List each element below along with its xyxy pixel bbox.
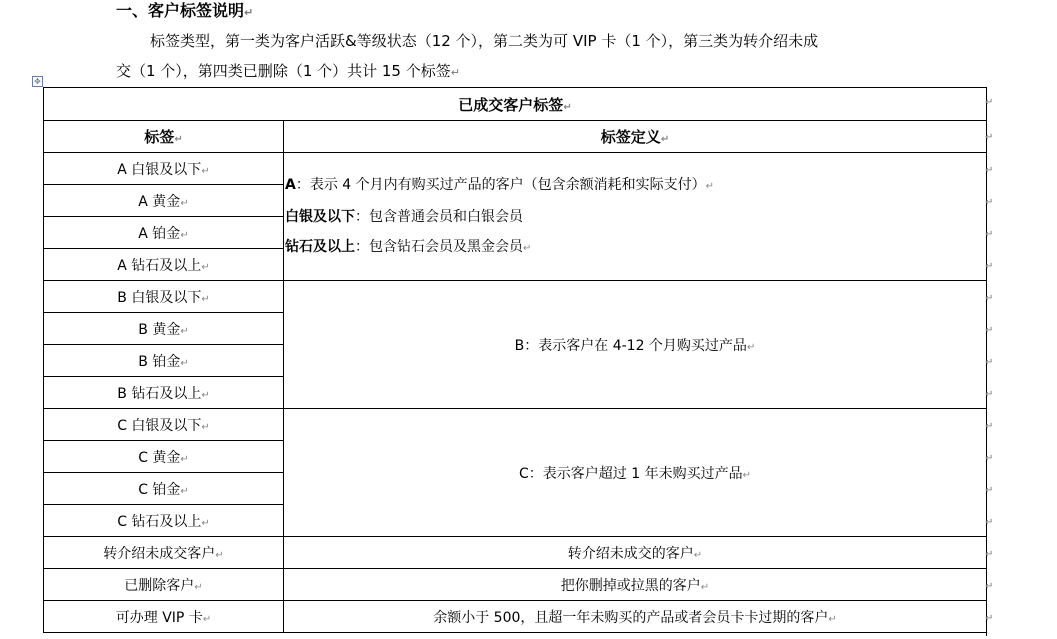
customer-tag-table bbox=[43, 87, 987, 633]
definition-group-a bbox=[284, 153, 987, 281]
tag-deleted-customer: 已删除客户↵ bbox=[44, 569, 284, 601]
row-end-mark: ↵ bbox=[985, 549, 994, 560]
tag-a-gold: A 黄金↵ bbox=[44, 185, 284, 217]
intro-paragraph-line1: 标签类型，第一类为客户活跃&等级状态（12 个），第二类为可 VIP 卡（1 个），第三类为转介绍未成 bbox=[150, 32, 819, 50]
row-end-mark: ↵ bbox=[985, 132, 994, 143]
row-end-mark: ↵ bbox=[985, 229, 994, 240]
tag-c-diamond: C 钻石及以上↵ bbox=[44, 505, 284, 537]
definition-a-line3: 钻石及以上：包含钻石会员及黑金会员↵ bbox=[285, 238, 532, 255]
tag-b-diamond: B 钻石及以上↵ bbox=[44, 377, 284, 409]
definition-vip-card-eligible: 余额小于 500，且超一年未购买的产品或者会员卡卡过期的客户↵ bbox=[284, 601, 987, 633]
row-end-mark: ↵ bbox=[985, 613, 994, 624]
definition-deleted-customer: 把你删掉或拉黑的客户↵ bbox=[284, 569, 987, 601]
column-header-tag: 标签↵ bbox=[44, 121, 284, 153]
table-move-handle-icon[interactable]: ✥ bbox=[32, 76, 43, 87]
row-end-mark: ↵ bbox=[985, 389, 994, 400]
section-heading: 一、客户标签说明↵ bbox=[116, 1, 254, 20]
tag-b-silver: B 白银及以下↵ bbox=[44, 281, 284, 313]
row-end-mark: ↵ bbox=[985, 165, 994, 176]
tag-vip-card-eligible: 可办理 VIP 卡↵ bbox=[44, 601, 284, 633]
tag-c-gold: C 黄金↵ bbox=[44, 441, 284, 473]
definition-group-b: B：表示客户在 4-12 个月购买过产品↵ bbox=[284, 281, 987, 409]
definition-a-line1: A：表示 4 个月内有购买过产品的客户（包含余额消耗和实际支付）↵ bbox=[285, 176, 715, 193]
definition-group-c: C：表示客户超过 1 年未购买过产品↵ bbox=[284, 409, 987, 537]
tag-a-silver: A 白银及以下↵ bbox=[44, 153, 284, 185]
row-end-mark: ↵ bbox=[985, 357, 994, 368]
row-end-mark: ↵ bbox=[985, 261, 994, 272]
row-end-mark: ↵ bbox=[985, 581, 994, 592]
row-end-mark: ↵ bbox=[985, 485, 994, 496]
row-end-mark: ↵ bbox=[985, 293, 994, 304]
tag-c-silver: C 白银及以下↵ bbox=[44, 409, 284, 441]
table-caption: 已成交客户标签↵ bbox=[44, 88, 987, 121]
row-end-mark: ↵ bbox=[985, 421, 994, 432]
tag-a-diamond: A 钻石及以上↵ bbox=[44, 249, 284, 281]
row-end-mark: ↵ bbox=[985, 197, 994, 208]
row-end-mark: ↵ bbox=[985, 325, 994, 336]
intro-paragraph-line2: 交（1 个），第四类已删除（1 个）共计 15 个标签↵ bbox=[116, 62, 460, 80]
tag-referral-unconverted: 转介绍未成交客户↵ bbox=[44, 537, 284, 569]
row-end-mark: ↵ bbox=[985, 517, 994, 528]
tag-b-platinum: B 铂金↵ bbox=[44, 345, 284, 377]
definition-a-line2: 白银及以下：包含普通会员和白银会员 bbox=[285, 208, 523, 225]
row-end-mark: ↵ bbox=[985, 453, 994, 464]
tag-b-gold: B 黄金↵ bbox=[44, 313, 284, 345]
definition-referral-unconverted: 转介绍未成交的客户↵ bbox=[284, 537, 987, 569]
tag-c-platinum: C 铂金↵ bbox=[44, 473, 284, 505]
row-end-mark: ↵ bbox=[985, 97, 994, 108]
tag-a-platinum: A 铂金↵ bbox=[44, 217, 284, 249]
column-header-definition: 标签定义↵ bbox=[284, 121, 987, 153]
